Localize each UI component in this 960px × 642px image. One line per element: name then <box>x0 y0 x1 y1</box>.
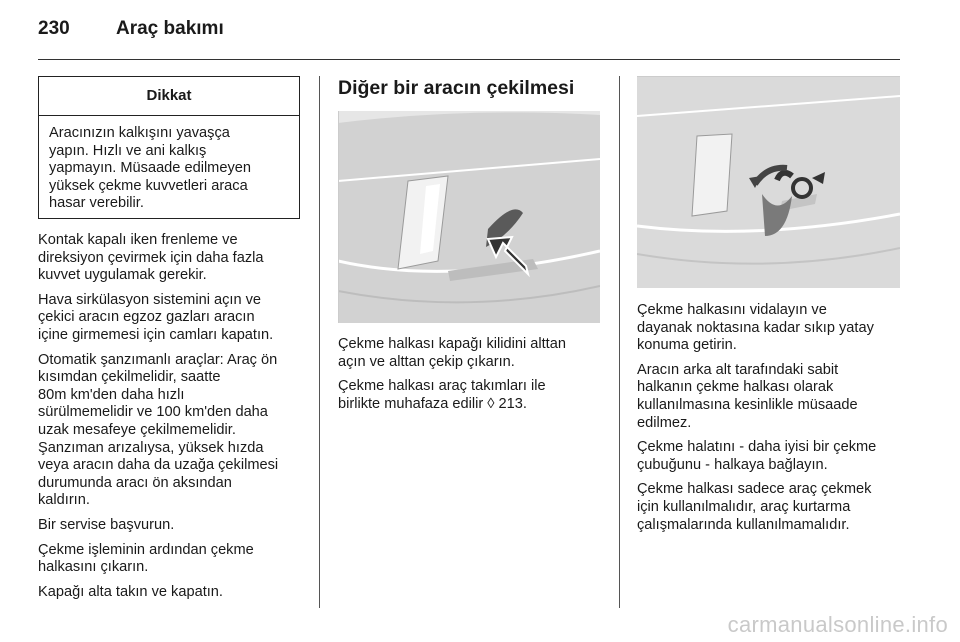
tow-cover-illustration <box>338 111 600 323</box>
paragraph: Çekme halkasını vidalayın ve dayanak noktasına kadar sıkıp yatay konuma getirin. <box>637 302 874 354</box>
paragraph: Aracın arka alt tarafındaki sabit halkanın çekme halkası olarak kullanılmasına kesinlikle müsaade edilmez. <box>637 361 858 431</box>
page-number: 230 <box>38 18 70 39</box>
section-title: Araç bakımı <box>116 18 224 39</box>
tow-eye-illustration <box>637 76 900 288</box>
warning-box <box>38 76 300 219</box>
column-divider-1 <box>319 76 320 608</box>
header-rule <box>38 59 900 60</box>
paragraph: Çekme halatını - daha iyisi bir çekme çubuğunu - halkaya bağlayın. <box>637 439 877 473</box>
paragraph: Kapağı alta takın ve kapatın. <box>38 583 223 600</box>
right-column-text <box>637 302 917 541</box>
paragraph: Bir servise başvurun. <box>38 516 175 533</box>
paragraph: Çekme halkası araç takımları ile birlikte muhafaza edilir ◊ 213. <box>338 378 546 412</box>
paragraph: Kontak kapalı iken frenleme ve direksiyon çevirmek için daha fazla kuvvet uygulamak gerekir. <box>38 232 264 284</box>
watermark: carmanualsonline.info <box>727 612 948 637</box>
warning-text: Aracınızın kalkışını yavaşça yapın. Hızlı ve ani kalkış yapmayın. Müsaade edilmeyen yüksek çekme kuvvetleri araca hasar verebilir. <box>49 125 251 212</box>
paragraph: Çekme halkası kapağı kilidini alttan açın ve alttan çekip çıkarın. <box>338 336 566 370</box>
column-divider-2 <box>619 76 620 608</box>
bumper-cover-drawing <box>338 111 600 323</box>
paragraph: Çekme halkası sadece araç çekmek için kullanılmalıdır, araç kurtarma çalışmalarında kullanılmamalıdır. <box>637 481 872 533</box>
warning-title: Dikkat <box>39 77 299 116</box>
tow-eye-drawing <box>637 76 900 288</box>
paragraph: Hava sirkülasyon sistemini açın ve çekici aracın egzoz gazları aracın içine girmemesi için camları kapatın. <box>38 291 274 343</box>
left-column-text <box>38 232 308 608</box>
section-heading: Diğer bir aracın çekilmesi <box>338 77 575 99</box>
paragraph: Çekme işleminin ardından çekme halkasını çıkarın. <box>38 541 254 576</box>
paragraph: Otomatik şanzımanlı araçlar: Araç ön kısımdan çekilmelidir, saatte 80m km'den daha hızlı sürülmemelidir ve 100 km'den daha uzak mesafeye çekilmemelidir. Şanzıman arızalıysa, yüksek hızda veya aracın daha da uzağa çekilmesi durumunda aracı ön aksından kaldırın. <box>38 351 279 509</box>
middle-column-text <box>338 336 613 420</box>
